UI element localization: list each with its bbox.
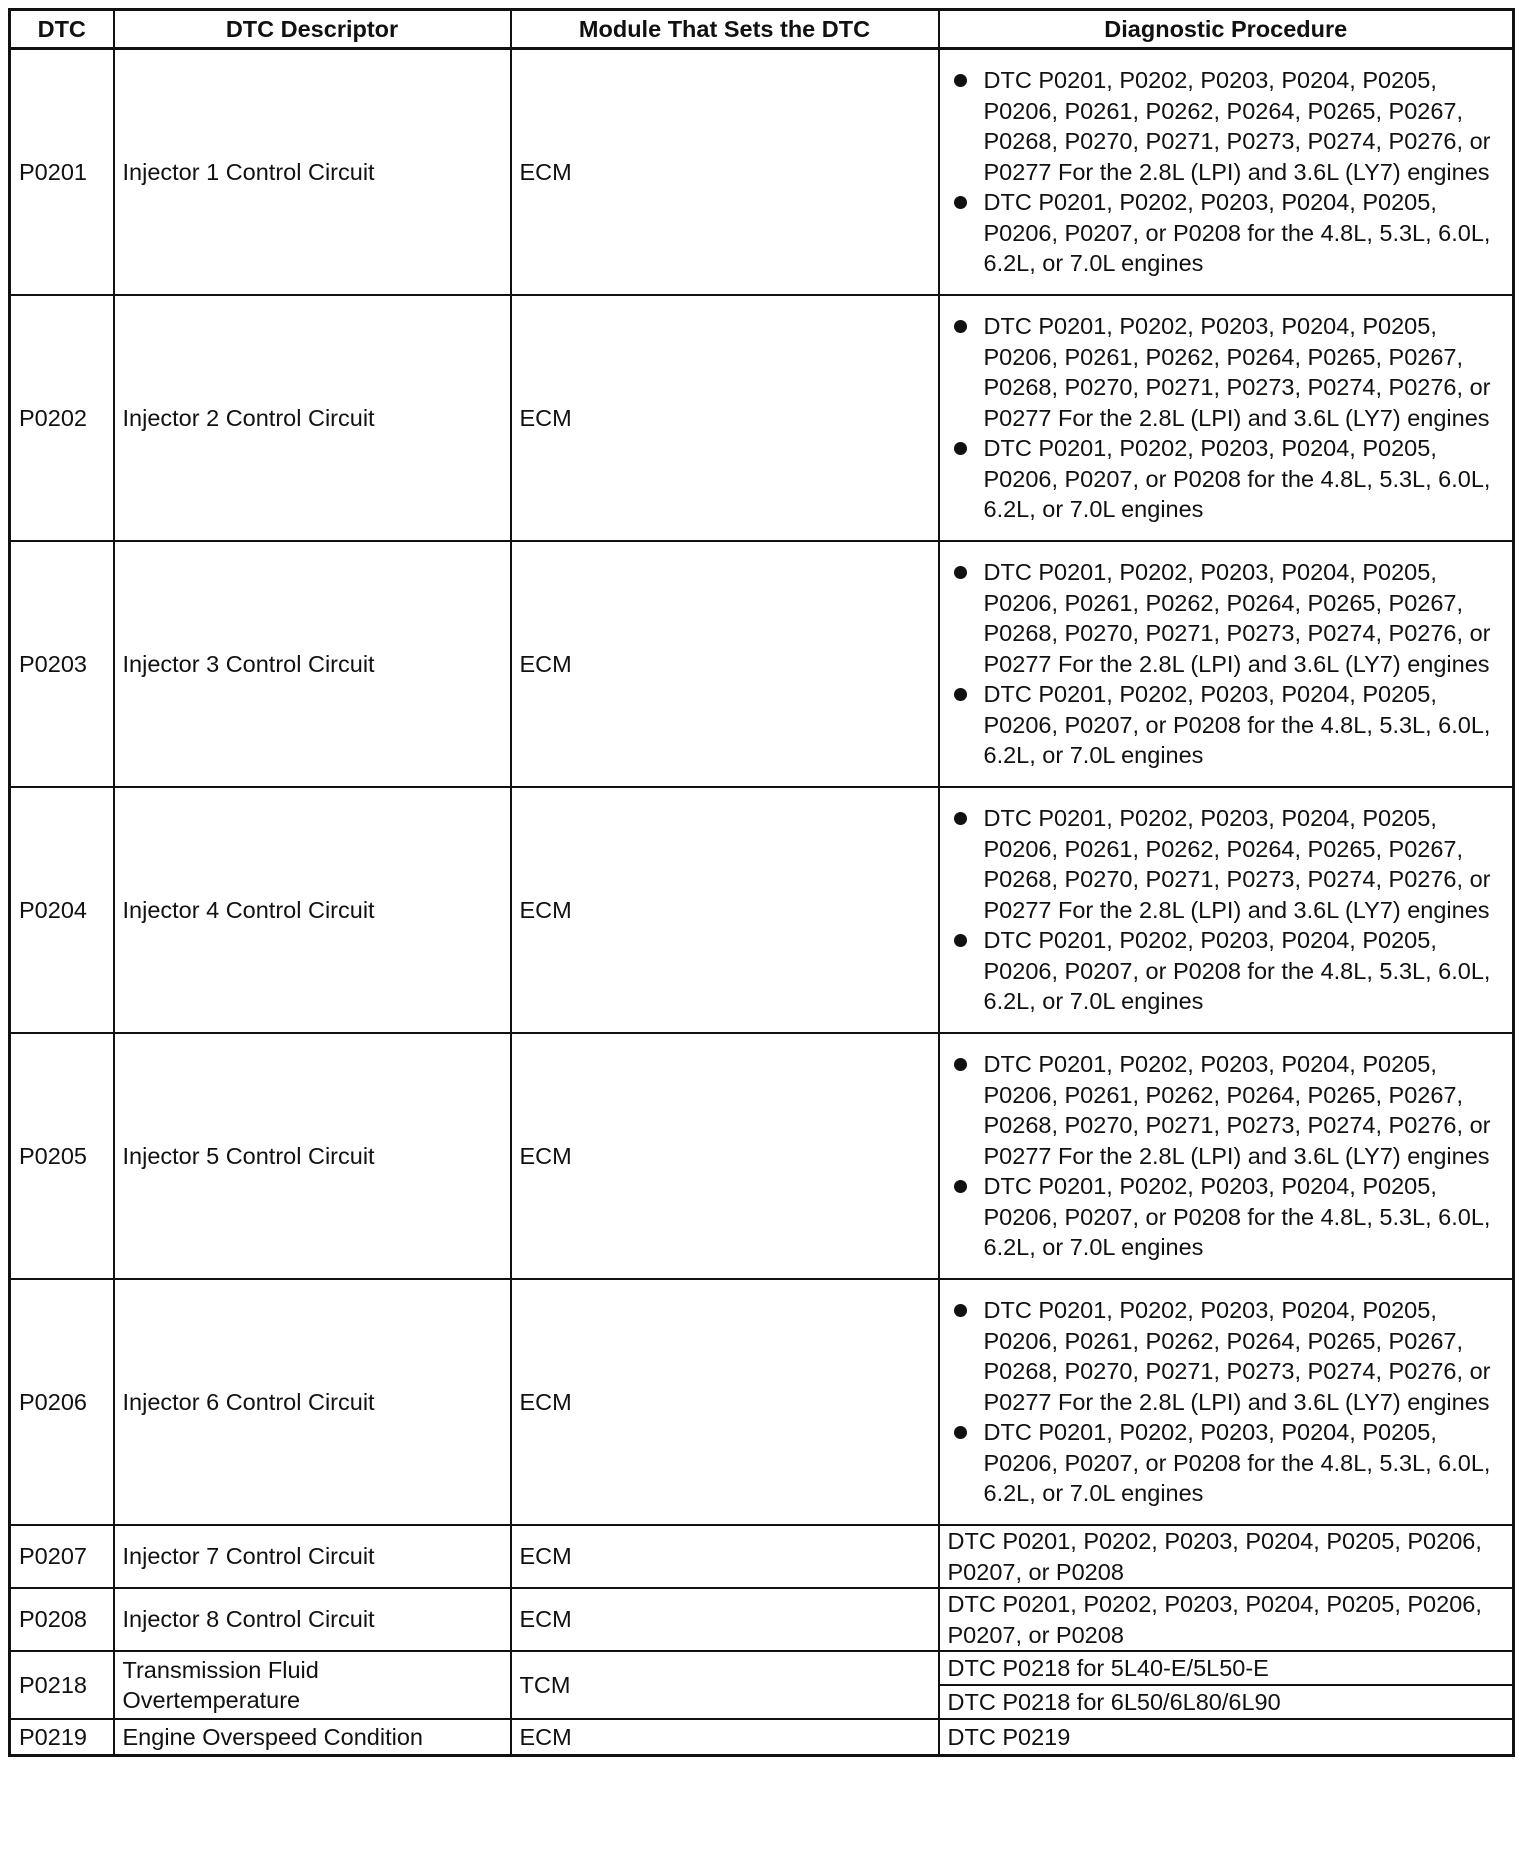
table-row <box>10 1719 1514 1756</box>
diagnostic-procedure <box>939 295 1514 541</box>
table-row <box>10 1651 1514 1685</box>
dtc-code: P0203 <box>10 541 114 787</box>
procedure-link[interactable]: DTC P0201, P0202, P0203, P0204, P0205, P0206, P0207, or P0208 for the 4.8L, 5.3L, 6.0L, 6.2L, or 7.0L engines <box>948 1171 1505 1263</box>
dtc-code: P0202 <box>10 295 114 541</box>
procedure-link[interactable]: DTC P0201, P0202, P0203, P0204, P0205, P0206, P0207, or P0208 for the 4.8L, 5.3L, 6.0L, 6.2L, or 7.0L engines <box>948 433 1505 525</box>
table-row <box>10 1279 1514 1525</box>
diagnostic-procedure <box>939 49 1514 296</box>
diagnostic-procedure <box>939 1279 1514 1525</box>
procedure-link[interactable]: DTC P0201, P0202, P0203, P0204, P0205, P0206, P0261, P0262, P0264, P0265, P0267, P0268, P0270, P0271, P0273, P0274, P0276, or P0277 For the 2.8L (LPI) and 3.6L (LY7) engines <box>948 557 1505 679</box>
table-row <box>10 541 1514 787</box>
dtc-module: ECM <box>511 1525 939 1588</box>
procedure-link[interactable]: DTC P0201, P0202, P0203, P0204, P0205, P0206, P0207, or P0208 <box>939 1588 1514 1651</box>
dtc-table <box>8 8 1515 1757</box>
dtc-descriptor: Injector 7 Control Circuit <box>114 1525 511 1588</box>
table-header-row <box>10 10 1514 49</box>
dtc-module: ECM <box>511 1279 939 1525</box>
procedure-link[interactable]: DTC P0218 for 6L50/6L80/6L90 <box>939 1685 1514 1719</box>
dtc-module: TCM <box>511 1651 939 1719</box>
dtc-code: P0208 <box>10 1588 114 1651</box>
table-row <box>10 1033 1514 1279</box>
dtc-module: ECM <box>511 787 939 1033</box>
dtc-code: P0218 <box>10 1651 114 1719</box>
header-module: Module That Sets the DTC <box>511 10 939 49</box>
diagnostic-procedure <box>939 787 1514 1033</box>
procedure-link[interactable]: DTC P0201, P0202, P0203, P0204, P0205, P0206, P0207, or P0208 for the 4.8L, 5.3L, 6.0L, 6.2L, or 7.0L engines <box>948 925 1505 1017</box>
dtc-descriptor: Injector 4 Control Circuit <box>114 787 511 1033</box>
dtc-descriptor: Engine Overspeed Condition <box>114 1719 511 1756</box>
procedure-link[interactable]: DTC P0201, P0202, P0203, P0204, P0205, P0206, P0207, or P0208 for the 4.8L, 5.3L, 6.0L, 6.2L, or 7.0L engines <box>948 187 1505 279</box>
procedure-link[interactable]: DTC P0201, P0202, P0203, P0204, P0205, P0206, P0207, or P0208 for the 4.8L, 5.3L, 6.0L, 6.2L, or 7.0L engines <box>948 1417 1505 1509</box>
table-row <box>10 295 1514 541</box>
table-row <box>10 1588 1514 1651</box>
dtc-code: P0207 <box>10 1525 114 1588</box>
dtc-descriptor: Injector 5 Control Circuit <box>114 1033 511 1279</box>
procedure-link[interactable]: DTC P0201, P0202, P0203, P0204, P0205, P0206, P0207, or P0208 <box>939 1525 1514 1588</box>
dtc-code: P0206 <box>10 1279 114 1525</box>
procedure-link[interactable]: DTC P0201, P0202, P0203, P0204, P0205, P0206, P0207, or P0208 for the 4.8L, 5.3L, 6.0L, 6.2L, or 7.0L engines <box>948 679 1505 771</box>
dtc-code: P0219 <box>10 1719 114 1756</box>
header-procedure: Diagnostic Procedure <box>939 10 1514 49</box>
dtc-descriptor: Injector 1 Control Circuit <box>114 49 511 296</box>
table-row <box>10 1525 1514 1588</box>
diagnostic-procedure <box>939 541 1514 787</box>
procedure-link[interactable]: DTC P0201, P0202, P0203, P0204, P0205, P0206, P0261, P0262, P0264, P0265, P0267, P0268, P0270, P0271, P0273, P0274, P0276, or P0277 For the 2.8L (LPI) and 3.6L (LY7) engines <box>948 65 1505 187</box>
table-row <box>10 787 1514 1033</box>
dtc-module: ECM <box>511 1719 939 1756</box>
procedure-link[interactable]: DTC P0201, P0202, P0203, P0204, P0205, P0206, P0261, P0262, P0264, P0265, P0267, P0268, P0270, P0271, P0273, P0274, P0276, or P0277 For the 2.8L (LPI) and 3.6L (LY7) engines <box>948 803 1505 925</box>
dtc-code: P0204 <box>10 787 114 1033</box>
dtc-descriptor: Injector 2 Control Circuit <box>114 295 511 541</box>
dtc-descriptor: Injector 8 Control Circuit <box>114 1588 511 1651</box>
procedure-link[interactable]: DTC P0201, P0202, P0203, P0204, P0205, P0206, P0261, P0262, P0264, P0265, P0267, P0268, P0270, P0271, P0273, P0274, P0276, or P0277 For the 2.8L (LPI) and 3.6L (LY7) engines <box>948 1049 1505 1171</box>
dtc-descriptor: Injector 6 Control Circuit <box>114 1279 511 1525</box>
dtc-code: P0201 <box>10 49 114 296</box>
diagnostic-procedure <box>939 1033 1514 1279</box>
procedure-link[interactable]: DTC P0218 for 5L40-E/5L50-E <box>939 1651 1514 1685</box>
dtc-descriptor: Injector 3 Control Circuit <box>114 541 511 787</box>
dtc-module: ECM <box>511 295 939 541</box>
dtc-module: ECM <box>511 49 939 296</box>
header-dtc: DTC <box>10 10 114 49</box>
dtc-module: ECM <box>511 541 939 787</box>
procedure-link[interactable]: DTC P0201, P0202, P0203, P0204, P0205, P0206, P0261, P0262, P0264, P0265, P0267, P0268, P0270, P0271, P0273, P0274, P0276, or P0277 For the 2.8L (LPI) and 3.6L (LY7) engines <box>948 311 1505 433</box>
header-descriptor: DTC Descriptor <box>114 10 511 49</box>
dtc-module: ECM <box>511 1588 939 1651</box>
dtc-descriptor: Transmission Fluid Overtemperature <box>114 1651 511 1719</box>
dtc-code: P0205 <box>10 1033 114 1279</box>
procedure-link[interactable]: DTC P0219 <box>939 1719 1514 1756</box>
procedure-link[interactable]: DTC P0201, P0202, P0203, P0204, P0205, P0206, P0261, P0262, P0264, P0265, P0267, P0268, P0270, P0271, P0273, P0274, P0276, or P0277 For the 2.8L (LPI) and 3.6L (LY7) engines <box>948 1295 1505 1417</box>
dtc-module: ECM <box>511 1033 939 1279</box>
table-row <box>10 49 1514 296</box>
